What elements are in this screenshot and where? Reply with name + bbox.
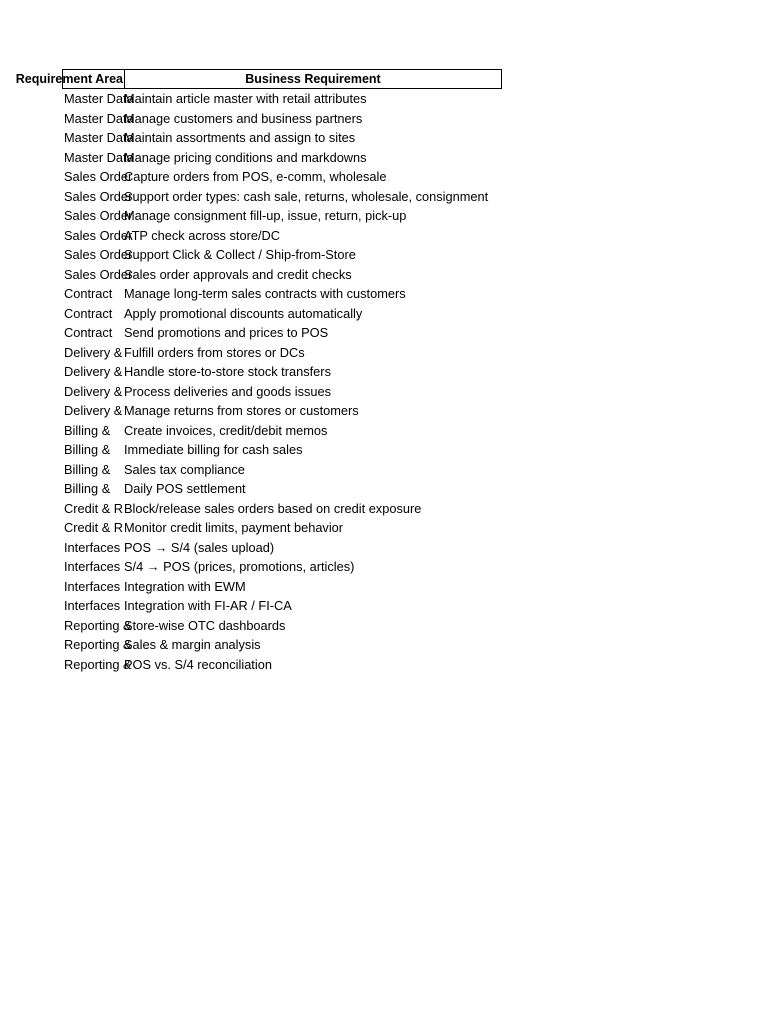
cell-business-requirement[interactable]: Integration with FI-AR / FI-CA <box>124 598 292 614</box>
cell-requirement-area[interactable]: Sales Order <box>64 208 133 224</box>
cell-requirement-area[interactable]: Reporting & <box>64 637 132 653</box>
cell-requirement-area[interactable]: Sales Order <box>64 266 133 282</box>
table-row <box>62 206 502 226</box>
cell-requirement-area[interactable]: Delivery & <box>64 403 123 419</box>
cell-business-requirement[interactable]: Maintain article master with retail attributes <box>124 91 367 107</box>
cell-requirement-area[interactable]: Billing & <box>64 461 111 477</box>
table-row <box>62 89 502 109</box>
cell-business-requirement[interactable]: S/4 → POS (prices, promotions, articles) <box>124 559 355 575</box>
cell-business-requirement[interactable]: POS vs. S/4 reconciliation <box>124 656 272 672</box>
table-row <box>62 635 502 655</box>
cell-requirement-area[interactable]: Master Data <box>64 130 134 146</box>
table-row <box>62 226 502 246</box>
cell-business-requirement[interactable]: Sales & margin analysis <box>124 637 261 653</box>
cell-business-requirement[interactable]: Sales tax compliance <box>124 461 245 477</box>
cell-requirement-area[interactable]: Sales Order <box>64 169 133 185</box>
table-row <box>62 167 502 187</box>
cell-business-requirement[interactable]: Block/release sales orders based on credit exposure <box>124 500 422 516</box>
cell-requirement-area[interactable]: Interfaces <box>64 559 121 575</box>
table-row <box>62 382 502 402</box>
cell-business-requirement[interactable]: Immediate billing for cash sales <box>124 442 303 458</box>
cell-requirement-area[interactable]: Billing & <box>64 422 111 438</box>
cell-requirement-area[interactable]: Interfaces <box>64 539 121 555</box>
cell-requirement-area[interactable]: Reporting & <box>64 617 132 633</box>
table-row <box>62 362 502 382</box>
cell-business-requirement[interactable]: Create invoices, credit/debit memos <box>124 422 328 438</box>
cell-requirement-area[interactable]: Contract <box>64 286 113 302</box>
table-row <box>62 304 502 324</box>
cell-business-requirement[interactable]: Daily POS settlement <box>124 481 246 497</box>
cell-business-requirement[interactable]: Manage customers and business partners <box>124 110 363 126</box>
cell-business-requirement[interactable]: Process deliveries and goods issues <box>124 383 331 399</box>
cell-business-requirement[interactable]: Handle store-to-store stock transfers <box>124 364 331 380</box>
cell-business-requirement[interactable]: POS → S/4 (sales upload) <box>124 539 275 555</box>
cell-business-requirement[interactable]: Store-wise OTC dashboards <box>124 617 286 633</box>
cell-business-requirement[interactable]: Manage consignment fill-up, issue, return, pick-up <box>124 208 407 224</box>
cell-business-requirement[interactable]: Manage long-term sales contracts with customers <box>124 286 406 302</box>
table-row <box>62 655 502 675</box>
cell-requirement-area[interactable]: Credit & R <box>64 520 124 536</box>
cell-requirement-area[interactable]: Sales Order <box>64 227 133 243</box>
cell-requirement-area[interactable]: Delivery & <box>64 364 123 380</box>
table-row <box>62 148 502 168</box>
table-row <box>62 577 502 597</box>
header-requirement-area[interactable]: Requirement Area <box>15 72 123 86</box>
cell-business-requirement[interactable]: Maintain assortments and assign to sites <box>124 130 356 146</box>
table-row <box>62 479 502 499</box>
cell-business-requirement[interactable]: Support order types: cash sale, returns, wholesale, consignment <box>124 188 489 204</box>
cell-requirement-area[interactable]: Master Data <box>64 149 134 165</box>
cell-business-requirement[interactable]: Integration with EWM <box>124 578 246 594</box>
table-row <box>62 245 502 265</box>
cell-requirement-area[interactable]: Delivery & <box>64 383 123 399</box>
cell-requirement-area[interactable]: Billing & <box>64 442 111 458</box>
table-row <box>62 109 502 129</box>
cell-requirement-area[interactable]: Reporting & <box>64 656 132 672</box>
cell-business-requirement[interactable]: ATP check across store/DC <box>124 227 280 243</box>
cell-business-requirement[interactable]: Support Click & Collect / Ship-from-Store <box>124 247 356 263</box>
cell-business-requirement[interactable]: Apply promotional discounts automatically <box>124 305 363 321</box>
header-business-requirement[interactable]: Business Requirement <box>245 72 381 86</box>
cell-requirement-area[interactable]: Billing & <box>64 481 111 497</box>
cell-requirement-area[interactable]: Interfaces <box>64 598 121 614</box>
table-row <box>62 460 502 480</box>
cell-requirement-area[interactable]: Master Data <box>64 91 134 107</box>
table-row <box>62 128 502 148</box>
cell-business-requirement[interactable]: Send promotions and prices to POS <box>124 325 329 341</box>
cell-business-requirement[interactable]: Manage pricing conditions and markdowns <box>124 149 367 165</box>
table-row <box>62 440 502 460</box>
table-row <box>62 343 502 363</box>
table-row <box>62 265 502 285</box>
table-row <box>62 499 502 519</box>
cell-business-requirement[interactable]: Capture orders from POS, e-comm, wholesale <box>124 169 387 185</box>
cell-business-requirement[interactable]: Fulfill orders from stores or DCs <box>124 344 305 360</box>
cell-requirement-area[interactable]: Master Data <box>64 110 134 126</box>
table-row <box>62 518 502 538</box>
cell-requirement-area[interactable]: Delivery & <box>64 344 123 360</box>
cell-requirement-area[interactable]: Contract <box>64 325 113 341</box>
table-row <box>62 596 502 616</box>
table-body <box>62 89 502 674</box>
table-row <box>62 557 502 577</box>
table-row <box>62 538 502 558</box>
cell-requirement-area[interactable]: Sales Order <box>64 188 133 204</box>
cell-business-requirement[interactable]: Sales order approvals and credit checks <box>124 266 352 282</box>
requirements-sheet <box>15 69 502 674</box>
table-row <box>62 284 502 304</box>
cell-requirement-area[interactable]: Sales Order <box>64 247 133 263</box>
cell-business-requirement[interactable]: Manage returns from stores or customers <box>124 403 359 419</box>
table-row <box>62 187 502 207</box>
table-row <box>62 323 502 343</box>
cell-requirement-area[interactable]: Contract <box>64 305 113 321</box>
cell-requirement-area[interactable]: Interfaces <box>64 578 121 594</box>
table-header-row <box>15 69 502 89</box>
cell-requirement-area[interactable]: Credit & R <box>64 500 124 516</box>
table-row <box>62 616 502 636</box>
table-row <box>62 401 502 421</box>
cell-business-requirement[interactable]: Monitor credit limits, payment behavior <box>124 520 344 536</box>
table-row <box>62 421 502 441</box>
